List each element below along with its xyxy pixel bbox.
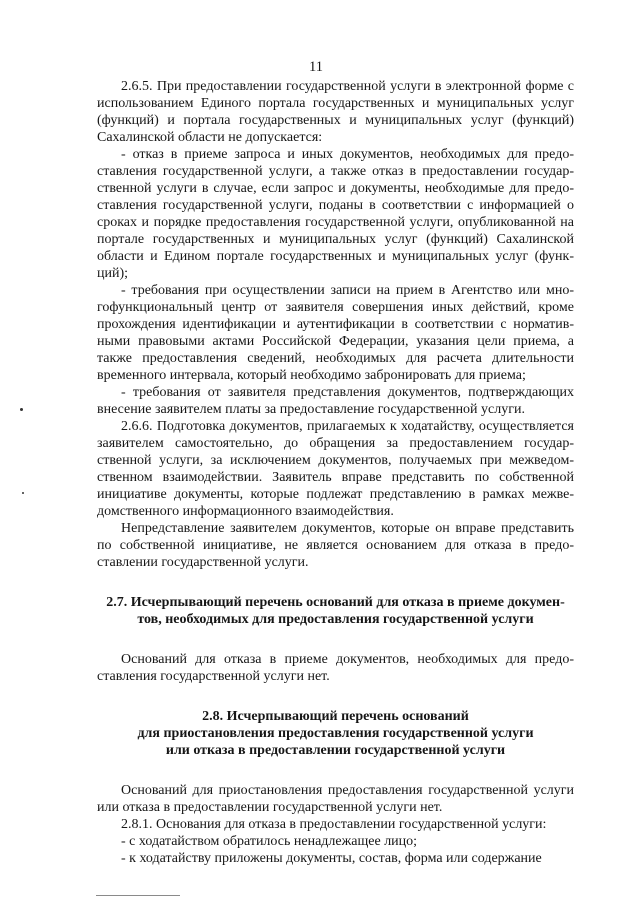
bottom-rule — [96, 895, 180, 896]
heading-2-7: 2.7. Исчерпывающий перечень оснований для отказа в приеме документов, необходимых для предоставления государственной услуги — [106, 595, 565, 627]
paragraph-appointment-requirements: - требования при осуществлении записи на прием в Агентство или многофункциональный центр от заявителя совершения иных действий, кроме прохождения идентификации и аутентификации в соответствии с нормативными правовыми актами Российской Федерации, указания цели приема, а также предоставления сведений, необходимых для расчета длительности временного интервала, который необходимо забронировать для приема; — [97, 283, 574, 383]
paragraph-no-grounds-suspension: Оснований для приостановления предоставления государственной услуги или отказа в предоставлении государственной услуги нет. — [97, 783, 574, 815]
margin-speck — [20, 408, 23, 411]
paragraph-2-6-6: 2.6.6. Подготовка документов, прилагаемых к ходатайству, осуществляется заявителем самостоятельно, до обращения за предоставлением государственной услуги, за исключением документов, получаемых при межведомственном взаимодействии. Заявитель вправе представить по собственной инициативе документы, которые подлежат представлению в рамках межведомственного информационного взаимодействия. — [97, 419, 574, 519]
paragraph-payment-documents: - требования от заявителя представления документов, подтверждающих внесение заявителем платы за предоставление государственной услуги. — [97, 385, 574, 417]
paragraph-improper-person: - с ходатайством обратилось ненадлежащее лицо; — [121, 834, 418, 849]
document-body — [97, 78, 574, 867]
paragraph-non-submission: Непредставление заявителем документов, которые он вправе представить по собственной инициативе, не является основанием для отказа в предоставлении государственной услуги. — [97, 521, 574, 570]
page-number: 11 — [309, 59, 323, 75]
paragraph-refusal-request: - отказ в приеме запроса и иных документов, необходимых для предоставления государственной услуги, а также отказ в предоставлении государственной услуги в случае, если запрос и документы, необходимые для предоставления государственной услуги, поданы в соответствии с информацией о сроках и порядке предоставления государственной услуги, опубликованной на портале государственных и муниципальных услуг (функций) Сахалинской области и Едином портале государственных и муниципальных услуг (функций); — [97, 147, 574, 281]
paragraph-2-8-1: 2.8.1. Основания для отказа в предоставлении государственной услуги: — [121, 817, 547, 832]
margin-speck — [22, 492, 24, 494]
paragraph-attached-documents: - к ходатайству приложены документы, состав, форма или содержание — [121, 851, 542, 866]
paragraph-no-grounds-refusal: Оснований для отказа в приеме документов, необходимых для предоставления государственной услуги нет. — [97, 652, 574, 684]
heading-2-8: 2.8. Исчерпывающий перечень оснований для приостановления предоставления государственной услуги или отказа в предоставлении государственной услуги — [137, 709, 534, 758]
paragraph-2-6-5: 2.6.5. При предоставлении государственной услуги в электронной форме с использованием Единого портала государственных и муниципальных услуг (функций) и портала государственных и муниципальных услуг (функций) Сахалинской области не допускается: — [97, 79, 574, 145]
